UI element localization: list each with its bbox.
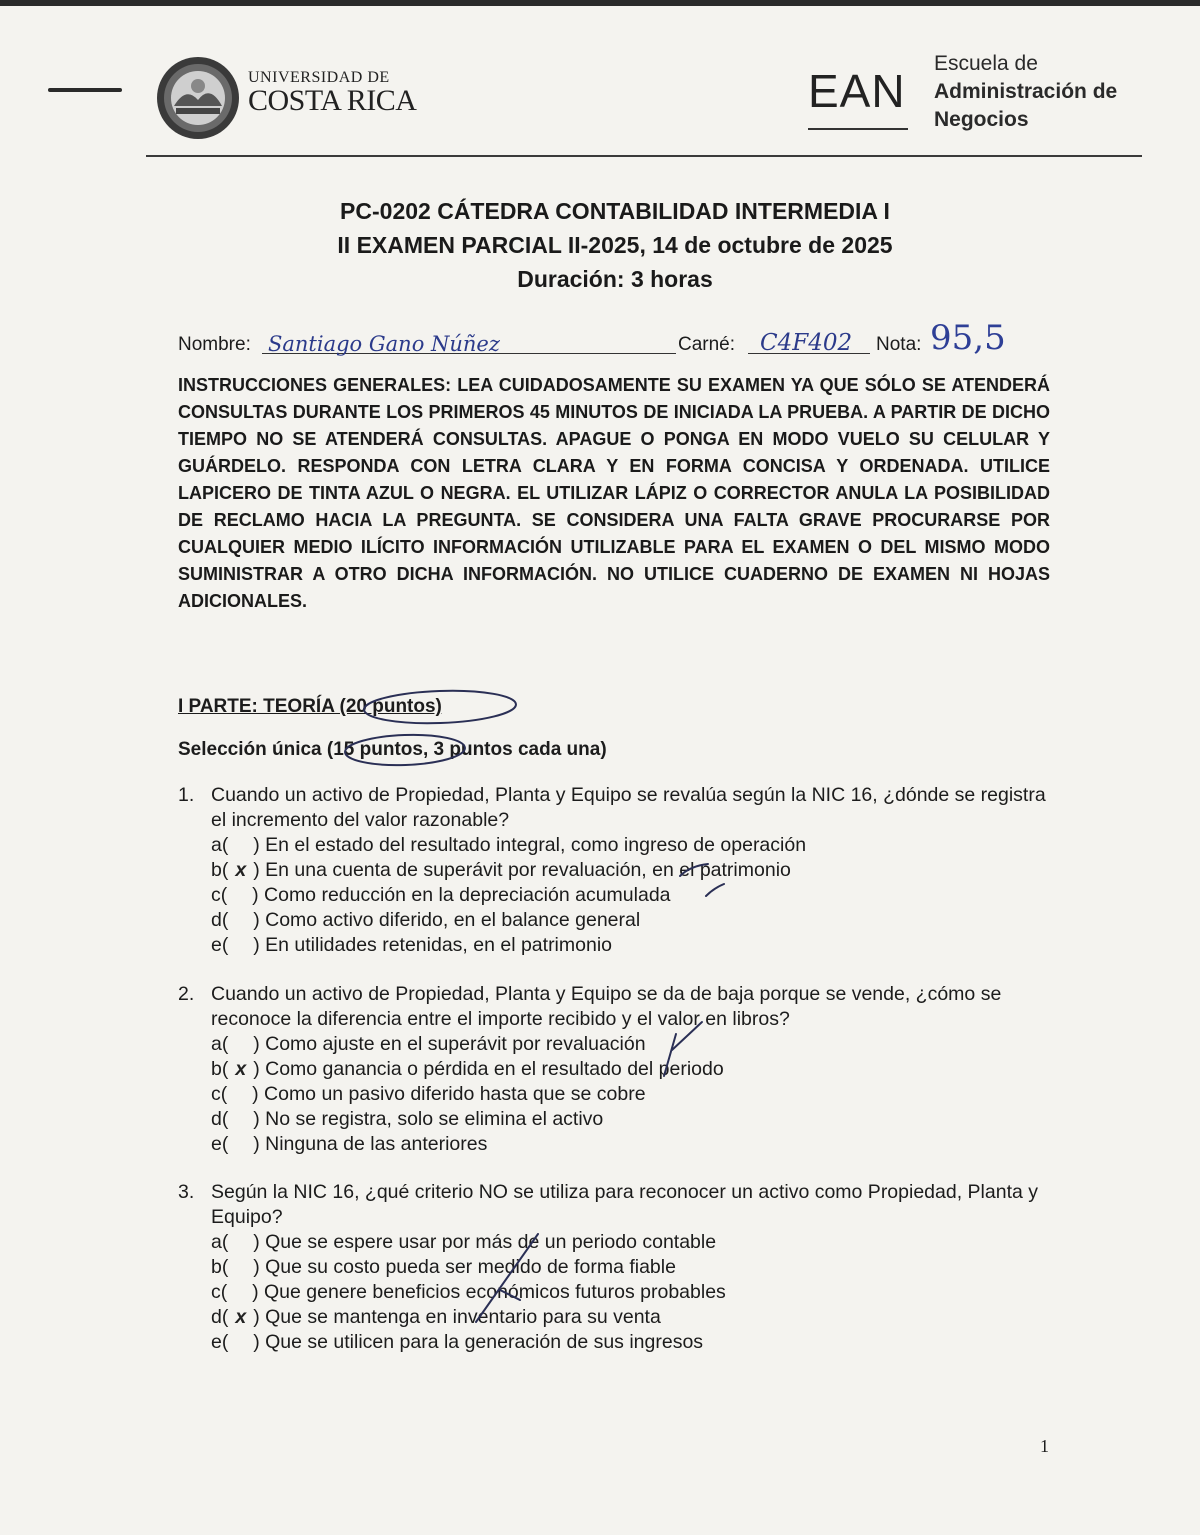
option-text: Como ajuste en el superávit por revaluación [265,1033,646,1055]
student-info-row [178,318,1058,362]
school-name [934,50,1117,134]
option-text: Como ganancia o pérdida en el resultado del periodo [265,1058,724,1080]
option-mark: x [235,859,247,881]
option-text: Como un pasivo diferido hasta que se cobre [264,1083,646,1105]
option-d: d( x ) Que se mantenga en inventario para su venta [211,1306,661,1328]
nota-label: Nota: [876,334,922,355]
university-name-line1: UNIVERSIDAD DE [248,69,390,86]
option-text: Que genere beneficios económicos futuros probables [264,1281,726,1303]
question-stem: Cuando un activo de Propiedad, Planta y Equipo se da de baja porque se vende, ¿cómo se reconoce la diferencia entre el importe recibido y el valor en libros? [211,983,1002,1030]
option-text: Que su costo pueda ser medido de forma fiable [265,1256,676,1278]
question-stem: Según la NIC 16, ¿qué criterio NO se utiliza para reconocer un activo como Propiedad, Planta y Equipo? [211,1181,1039,1228]
option-text: Que se espere usar por más de un periodo contable [265,1231,717,1253]
part-title: I PARTE: TEORÍA (20 puntos) [178,696,442,717]
option-text: Que se mantenga en inventario para su venta [265,1306,661,1328]
option-text: No se registra, solo se elimina el activo [265,1108,604,1130]
option-d: d( ) Como activo diferido, en el balance general [211,909,641,931]
option-b: b( x ) En una cuenta de superávit por revaluación, en el patrimonio [211,859,791,881]
option-e: e( ) En utilidades retenidas, en el patrimonio [211,934,613,956]
name-label: Nombre: [178,334,251,355]
option-text: Como activo diferido, en el balance general [265,909,641,931]
question-number: 1. [178,784,195,806]
grade-handwritten: 95,5 [930,318,1006,358]
school-name-line2: Administración de [934,80,1118,103]
university-seal-icon [156,56,240,140]
option-a: a( ) En el estado del resultado integral, como ingreso de operación [211,834,807,856]
general-instructions: INSTRUCCIONES GENERALES: LEA CUIDADOSAMENTE SU EXAMEN YA QUE SÓLO SE ATENDERÁ CONSULTAS DURANTE LOS PRIMEROS 45 MINUTOS DE INICIADA LA PRUEBA. A PARTIR DE DICHO TIEMPO NO SE ATENDERÁ CONSULTAS. APAGUE O PONGA EN MODO VUELO SU CELULAR Y GUÁRDELO. RESPONDA CON LETRA CLARA Y EN FORMA CONCISA Y ORDENADA. UTILICE LAPICERO DE TINTA AZUL O NEGRA. EL UTILIZAR LÁPIZ O CORRECTOR ANULA LA POSIBILIDAD DE RECLAMO HACIA LA PREGUNTA. SE CONSIDERA UNA FALTA GRAVE PROCURARSE POR CUALQUIER MEDIO ILÍCITO INFORMACIÓN UTILIZABLE PARA EL EXAMEN O DEL MISMO MODO SUMINISTRAR A OTRO DICHA INFORMACIÓN. NO UTILICE CUADERNO DE EXAMEN NI HOJAS ADICIONALES. [178,375,1050,611]
option-text: En una cuenta de superávit por revaluación, en el patrimonio [265,859,791,881]
university-name-line2: COSTA RICA [248,84,417,117]
option-c: c( ) Como reducción en la depreciación acumulada [211,884,671,906]
exam-title-duration: Duración: 3 horas [517,266,713,292]
option-c: c( ) Como un pasivo diferido hasta que se cobre [211,1083,646,1105]
option-b: b( x ) Como ganancia o pérdida en el resultado del periodo [211,1058,724,1080]
question-number: 2. [178,983,195,1005]
option-a: a( ) Como ajuste en el superávit por revaluación [211,1033,646,1055]
option-d: d( ) No se registra, solo se elimina el activo [211,1108,604,1130]
school-name-line3: Negocios [934,108,1029,131]
exam-title [0,194,1200,296]
exam-title-exam: II EXAMEN PARCIAL II-2025, 14 de octubre de 2025 [337,232,893,258]
question-3 [178,1180,1058,1355]
scan-top-edge [0,0,1200,6]
option-a: a( ) Que se espere usar por más de un periodo contable [211,1231,717,1253]
option-text: En utilidades retenidas, en el patrimonio [265,934,613,956]
selection-title: Selección única (15 puntos, 3 puntos cada una) [178,739,607,760]
option-text: Ninguna de las anteriores [265,1133,488,1155]
name-handwritten: Santiago Gano Núñez [268,332,500,356]
option-e: e( ) Ninguna de las anteriores [211,1133,488,1155]
exam-title-course: PC-0202 CÁTEDRA CONTABILIDAD INTERMEDIA I [340,198,890,224]
question-stem: Cuando un activo de Propiedad, Planta y Equipo se revalúa según la NIC 16, ¿dónde se registra el incremento del valor razonable? [211,784,1046,831]
option-text: Como reducción en la depreciación acumulada [264,884,671,906]
carne-handwritten: C4F402 [760,330,853,356]
option-b: b( ) Que su costo pueda ser medido de forma fiable [211,1256,676,1278]
ean-logo: EAN [808,65,906,117]
page-number: 1 [1040,1436,1049,1456]
school-name-line1: Escuela de [934,52,1038,75]
header-divider [146,155,1142,157]
ean-underline [808,128,908,130]
university-name [248,70,416,116]
option-e: e( ) Que se utilicen para la generación de sus ingresos [211,1331,704,1353]
carne-label: Carné: [678,334,736,355]
option-c: c( ) Que genere beneficios económicos futuros probables [211,1281,726,1303]
option-text: Que se utilicen para la generación de sus ingresos [265,1331,704,1353]
question-number: 3. [178,1181,195,1203]
scan-margin-mark [48,88,122,92]
question-1 [178,783,1058,958]
option-text: En el estado del resultado integral, como ingreso de operación [265,834,807,856]
option-mark: x [235,1058,247,1080]
option-mark: x [235,1306,247,1328]
question-2 [178,982,1058,1157]
